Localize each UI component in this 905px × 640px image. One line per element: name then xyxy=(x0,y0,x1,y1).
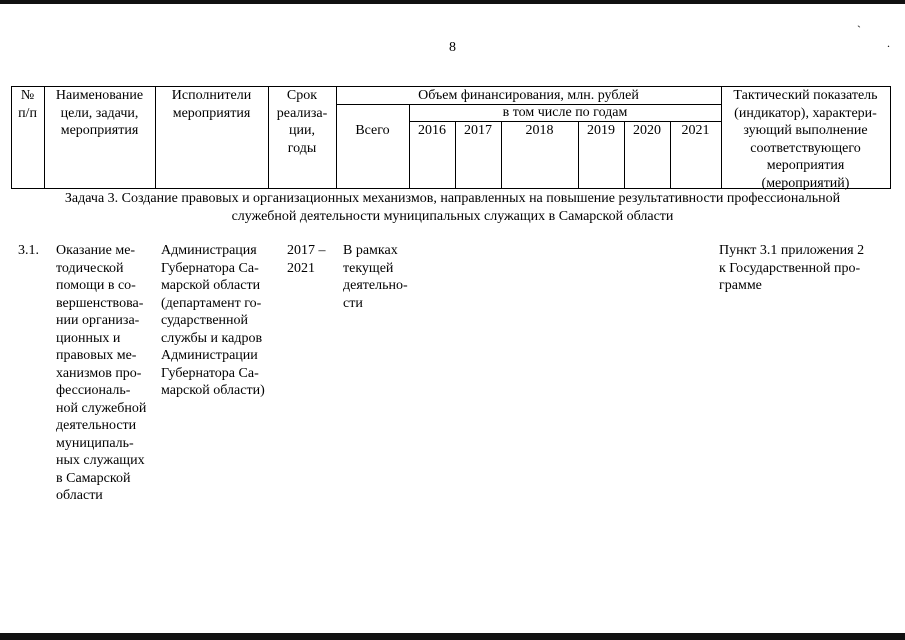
scan-mark: . xyxy=(887,36,890,50)
bottom-border xyxy=(0,633,905,640)
year-2016: 2016 xyxy=(418,123,446,138)
col-years-header: в том числе по годам xyxy=(502,105,628,120)
col-term-header: Срок реализа- ции, годы xyxy=(276,88,328,156)
col-executors-header: Исполнители мероприятия xyxy=(171,88,252,121)
year-2019: 2019 xyxy=(587,123,615,138)
year-2017: 2017 xyxy=(464,123,492,138)
year-2020: 2020 xyxy=(633,123,661,138)
scan-mark: ˎ xyxy=(857,14,861,28)
row-indicator: Пункт 3.1 приложения 2 к Государственной про- грамме xyxy=(719,243,865,293)
page-number: 8 xyxy=(449,40,456,55)
row-number: 3.1. xyxy=(18,243,39,258)
row-total: В рамках текущей деятельно- сти xyxy=(343,243,408,311)
year-2018: 2018 xyxy=(525,123,554,138)
col-name-header: Наименование цели, задачи, мероприятия xyxy=(55,88,144,138)
year-2021: 2021 xyxy=(681,123,710,138)
row-executor: Администрация Губернатора Са- марской области (департамент го- сударственной службы и кадров Администрации Губернатора Са- марской области) xyxy=(161,243,265,398)
col-number-header: № п/п xyxy=(18,88,37,121)
col-indicator-header: Тактический показатель (индикатор), характери- зующий выполнение соответствующего мероприятия (мероприятий) xyxy=(733,88,878,191)
row-term: 2017 – 2021 xyxy=(287,243,326,276)
col-funding-header: Объем финансирования, млн. рублей xyxy=(418,88,639,103)
col-total-header: Всего xyxy=(355,123,390,138)
task-title: Задача 3. Создание правовых и организационных механизмов, направленных на повышение результативности профессиональной служебной деятельности муниципальных служащих в Самарской области xyxy=(64,191,841,224)
top-border xyxy=(0,0,905,4)
row-name: Оказание ме- тодической помощи в со- вершенствова- нии организа- ционных и правовых ме- ханизмов про- фессиональ- ной служебной деятельности муниципаль- ных служащих в Самарской области xyxy=(56,243,147,503)
